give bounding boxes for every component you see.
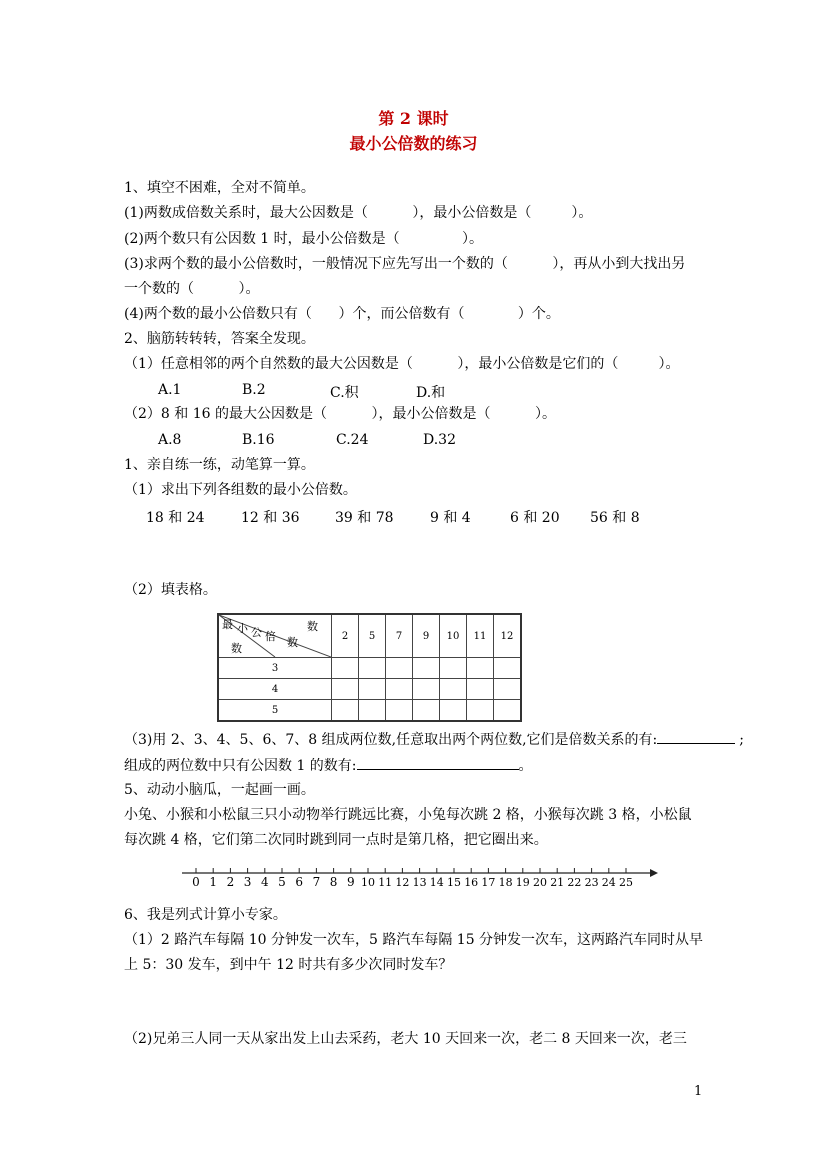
table-corner	[218, 614, 332, 658]
corner-label-d: 倍	[265, 630, 276, 643]
q6-problem-2: （2)兄弟三人同一天从家出发上山去采药，老大 10 天回来一次，老二 8 天回来一次，老三	[124, 1031, 687, 1047]
q2-s2-option-a: A.8	[158, 432, 182, 448]
number-line-label[interactable]: 18	[498, 876, 513, 889]
table-cell[interactable]	[467, 658, 494, 679]
table-cell[interactable]	[440, 679, 467, 700]
q6-problem-1a: （1）2 路汽车每隔 10 分钟发一次车，5 路汽车每隔 15 分钟发一次车，这两路汽车同时从早	[124, 932, 704, 948]
table-cell[interactable]	[332, 679, 359, 700]
col-header: 2	[332, 614, 359, 658]
q1-line-1: (1)两数成倍数关系时，最大公因数是（ ），最小公倍数是（ ）。	[124, 205, 593, 221]
number-line-label[interactable]: 2	[226, 875, 235, 889]
table-cell[interactable]	[332, 658, 359, 679]
number-line-label[interactable]: 15	[447, 876, 461, 889]
lesson-label: 第 2 课时	[378, 109, 449, 128]
number-line-label[interactable]: 9	[346, 875, 355, 889]
number-line-label[interactable]: 25	[619, 876, 633, 889]
table-cell[interactable]	[332, 700, 359, 722]
q3-sub-2: （2）填表格。	[124, 582, 217, 598]
number-line-label[interactable]: 1	[209, 875, 218, 889]
number-line-label[interactable]: 4	[260, 875, 269, 889]
number-line-label[interactable]: 3	[243, 875, 252, 889]
number-line-label[interactable]: 5	[278, 875, 286, 889]
q1-heading: 1、填空不困难，全对不简单。	[124, 180, 315, 196]
pair-2: 12 和 36	[241, 510, 300, 526]
q1-line-3: (3)求两个数的最小公倍数时，一般情况下应先写出一个数的（ ），再从小到大找出另	[124, 256, 686, 272]
number-line-label[interactable]: 6	[295, 875, 304, 889]
number-line-label[interactable]: 11	[378, 876, 393, 889]
number-line-label[interactable]: 20	[533, 876, 547, 889]
q2-s1-option-d: D.和	[416, 385, 446, 401]
q3-heading: 1、亲自练一练，动笔算一算。	[124, 457, 315, 473]
table-row	[218, 679, 521, 700]
q2-s1-option-b: B.2	[242, 382, 266, 398]
col-header: 11	[467, 614, 494, 658]
table-cell[interactable]	[359, 658, 386, 679]
q6-heading: 6、我是列式计算小专家。	[124, 907, 287, 923]
table-cell[interactable]	[467, 700, 494, 722]
number-line-label[interactable]: 23	[584, 876, 599, 889]
col-header: 10	[440, 614, 467, 658]
pair-4: 9 和 4	[430, 510, 471, 526]
corner-top-label: 数	[307, 620, 318, 633]
table-cell[interactable]	[413, 700, 440, 722]
number-line-label[interactable]: 10	[361, 876, 375, 889]
page-title: 最小公倍数的练习	[349, 134, 478, 153]
col-header: 12	[494, 614, 522, 658]
q3-sub-3b-end: 。	[518, 758, 533, 774]
pair-3: 39 和 78	[335, 510, 394, 526]
pair-5: 6 和 20	[510, 510, 560, 526]
pair-6: 56 和 8	[590, 510, 640, 526]
q2-sub-2: （2）8 和 16 的最大公因数是（ ），最小公倍数是（ ）。	[124, 406, 556, 422]
number-line-label[interactable]: 0	[192, 875, 200, 889]
table-cell[interactable]	[386, 658, 413, 679]
q2-s2-option-d: D.32	[423, 432, 456, 448]
q2-heading: 2、脑筋转转转，答案全发现。	[124, 331, 315, 347]
table-cell[interactable]	[386, 679, 413, 700]
table-cell[interactable]	[413, 658, 440, 679]
answer-blank-2[interactable]	[357, 755, 519, 770]
q2-s2-option-b: B.16	[242, 432, 275, 448]
pair-1: 18 和 24	[146, 510, 205, 526]
q2-s2-option-c: C.24	[336, 432, 369, 448]
q5-line-2: 每次跳 4 格，它们第二次同时跳到同一点时是第几格，把它圈出来。	[124, 832, 548, 848]
col-header: 7	[386, 614, 413, 658]
q3-sub-3b	[124, 755, 533, 776]
number-line-label[interactable]: 13	[412, 876, 427, 889]
corner-label-e: 数	[231, 642, 242, 655]
table-row	[218, 700, 521, 722]
q3-sub-3a	[124, 729, 744, 750]
corner-label-a: 最	[222, 618, 233, 631]
table-cell[interactable]	[359, 700, 386, 722]
number-line-label[interactable]: 22	[567, 876, 582, 889]
col-header: 9	[413, 614, 440, 658]
row-header: 4	[218, 679, 332, 700]
q3-sub-1: （1）求出下列各组数的最小公倍数。	[124, 482, 357, 498]
number-line	[180, 860, 660, 892]
q1-line-2: (2)两个数只有公因数 1 时，最小公倍数是（ ）。	[124, 231, 483, 247]
table-cell[interactable]	[359, 679, 386, 700]
q2-sub-1: （1）任意相邻的两个自然数的最大公因数是（ ），最小公倍数是它们的（ ）。	[124, 356, 680, 372]
answer-blank-1[interactable]	[657, 729, 735, 744]
q2-s1-option-c: C.积	[330, 385, 359, 401]
table-cell[interactable]	[494, 658, 522, 679]
number-line-label[interactable]: 17	[481, 876, 496, 889]
table-row	[218, 658, 521, 679]
row-header: 3	[218, 658, 332, 679]
q1-line-4: 一个数的（ ）。	[124, 281, 260, 297]
number-line-label[interactable]: 14	[429, 876, 444, 889]
q3-sub-3a-end: ;	[739, 732, 744, 748]
corner-label-c: 公	[251, 626, 262, 639]
q5-heading: 5、动动小脑瓜，一起画一画。	[124, 782, 315, 798]
table-cell[interactable]	[386, 700, 413, 722]
table-cell[interactable]	[440, 658, 467, 679]
number-line-label[interactable]: 7	[312, 875, 321, 889]
number-line-label[interactable]: 8	[329, 875, 338, 889]
q6-problem-1b: 上 5：30 发车，到中午 12 时共有多少次同时发车？	[124, 957, 453, 973]
corner-label-b: 小	[237, 622, 248, 635]
number-line-label[interactable]: 12	[395, 876, 410, 889]
q3-sub-3a-text: （3)用 2、3、4、5、6、7、8 组成两位数,任意取出两个两位数,它们是倍数关系的有:	[124, 732, 658, 748]
page-number: 1	[694, 1084, 703, 1099]
q3-sub-3b-text: 组成的两位数中只有公因数 1 的数有:	[124, 758, 357, 774]
row-header: 5	[218, 700, 332, 722]
table-cell[interactable]	[440, 700, 467, 722]
arrow-right-icon	[650, 869, 658, 877]
number-line-label[interactable]: 21	[550, 876, 565, 889]
q1-line-5: (4)两个数的最小公倍数只有（ ）个，而公倍数有（ ）个。	[124, 306, 560, 322]
corner-mid-label: 数	[287, 636, 298, 649]
q5-line-1: 小兔、小猴和小松鼠三只小动物举行跳远比赛，小兔每次跳 2 格，小猴每次跳 3 格，小松鼠	[124, 807, 692, 823]
table-cell[interactable]	[467, 679, 494, 700]
col-header: 5	[359, 614, 386, 658]
table-cell[interactable]	[494, 700, 522, 722]
table-cell[interactable]	[413, 679, 440, 700]
number-line-label[interactable]: 19	[515, 876, 530, 889]
number-line-label[interactable]: 24	[601, 876, 616, 889]
number-line-label[interactable]: 16	[464, 876, 479, 889]
q2-s1-option-a: A.1	[158, 382, 182, 398]
table-cell[interactable]	[494, 679, 522, 700]
lcm-table	[217, 613, 522, 722]
